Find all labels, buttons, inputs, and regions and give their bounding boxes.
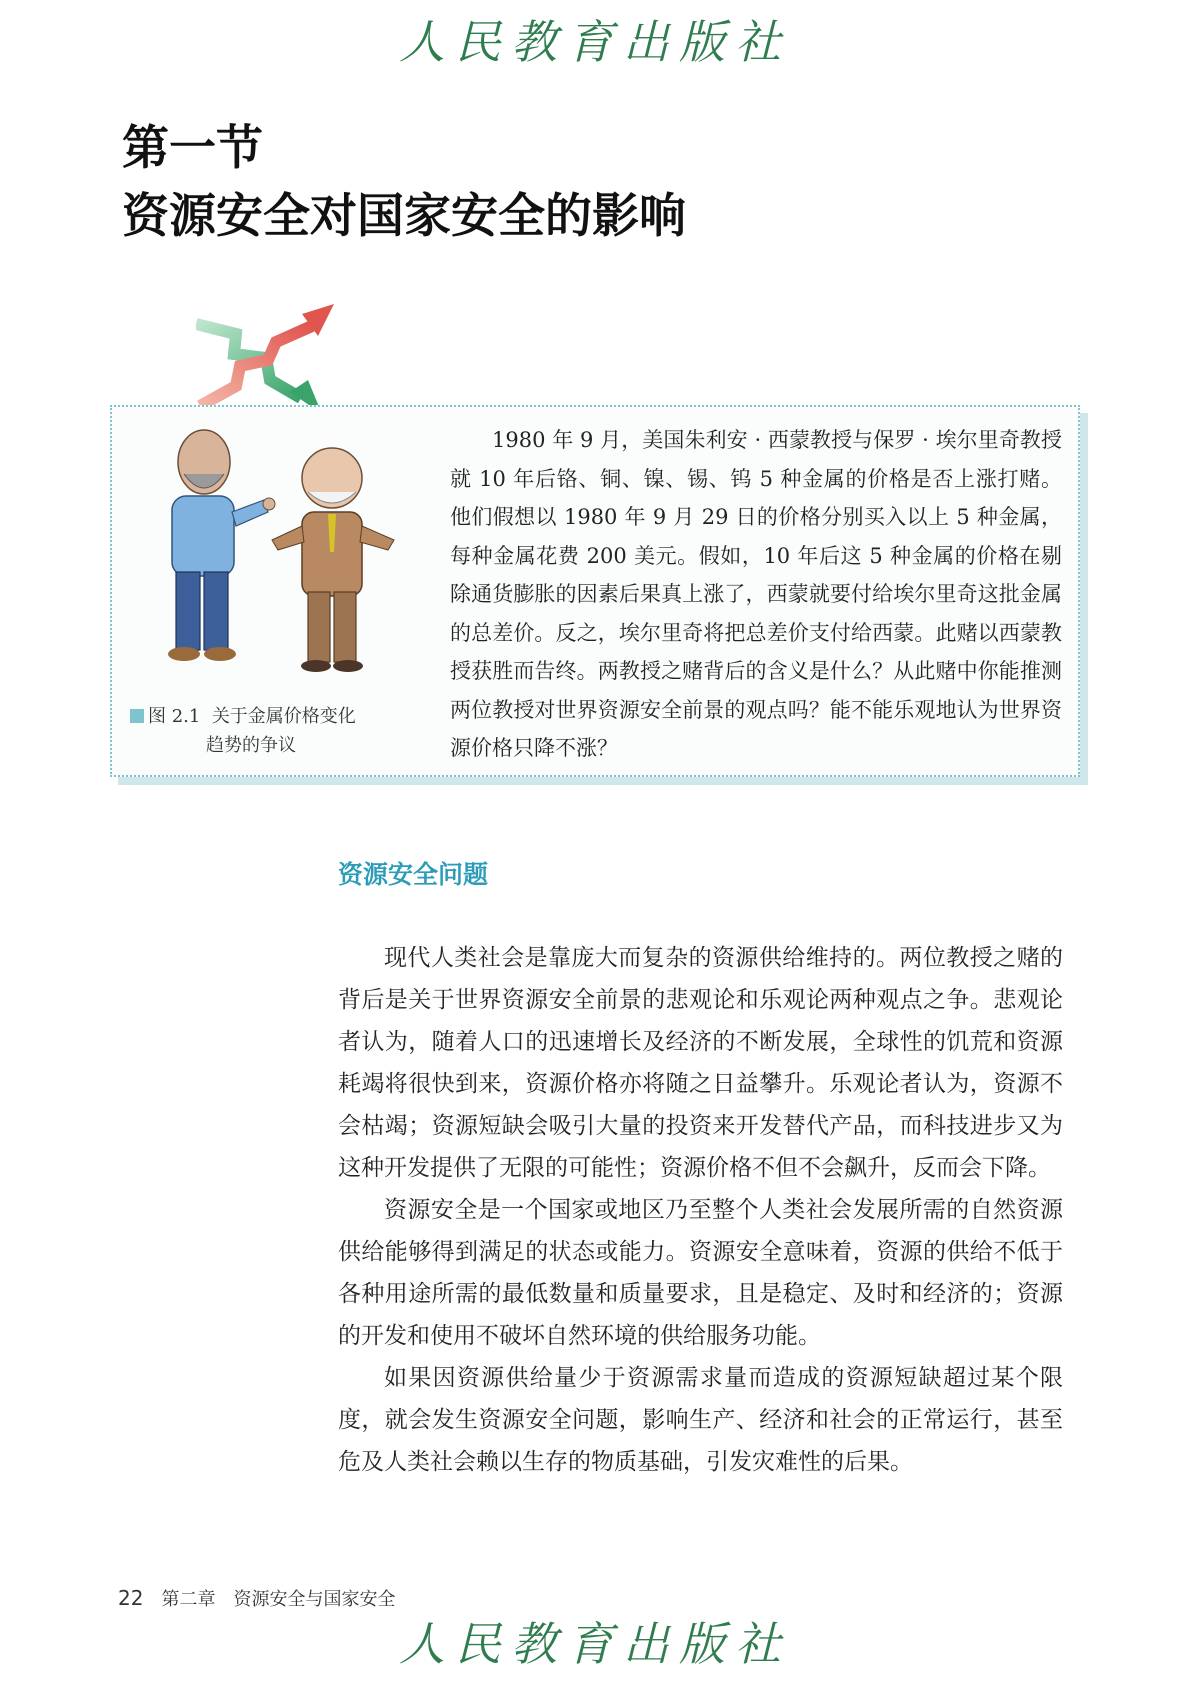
publisher-logo-bottom: 人民教育出版社 [399,1617,791,1671]
case-study-box [110,405,1080,777]
page-number: 22 [118,1586,144,1610]
subsection-heading: 资源安全问题 [338,860,489,889]
section-number: 第一节 [122,121,263,176]
caption-marker-icon [130,709,144,723]
figure-caption-line2: 趋势的争议 [206,735,296,756]
figure-caption-line1: 关于金属价格变化 [211,706,356,727]
figure-caption [130,702,356,760]
body-paragraph: 资源安全是一个国家或地区乃至整个人类社会发展所需的自然资源供给能够得到满足的状态或能力。资源安全意味着，资源的供给不低于各种用途所需的最低数量和质量要求，且是稳定、及时和经济的；资源的开发和使用不破坏自然环境的供给服务功能。 [338,1197,1063,1349]
section-title-text: 资源安全对国家安全的影响 [122,189,686,244]
figure-caption-number: 图 2.1 [148,706,201,727]
case-study-text: 1980 年 9 月，美国朱利安 · 西蒙教授与保罗 · 埃尔里奇教授就 10 年后铬、铜、镍、锡、钨 5 种金属的价格是否上涨打赌。他们假想以 1980 年 9 月 29 日的价格分别买入以上 5 种金属，每种金属花费 200 美元。假如，10 年后这 5 种金属的价格在剔除通货膨胀的因素后果真上涨了，西蒙就要付给埃尔里奇这批金属的总差价。反之，埃尔里奇将把总差价支付给西蒙。此赌以西蒙教授获胜而告终。两教授之赌背后的含义是什么？从此赌中你能推测两位教授对世界资源安全前景的观点吗？能不能乐观地认为世界资源价格只降不涨？ [450,428,1062,760]
body-paragraph: 现代人类社会是靠庞大而复杂的资源供给维持的。两位教授之赌的背后是关于世界资源安全前景的悲观论和乐观论两种观点之争。悲观论者认为，随着人口的迅速增长及经济的不断发展，全球性的饥荒和资源耗竭将很快到来，资源价格亦将随之日益攀升。乐观论者认为，资源不会枯竭；资源短缺会吸引大量的投资来开发替代产品，而科技进步又为这种开发提供了无限的可能性；资源价格不但不会飙升，反而会下降。 [338,945,1063,1181]
two-professors-illustration [132,422,422,702]
section-title [122,115,686,251]
body-text [338,937,1063,1483]
body-paragraph: 如果因资源供给量少于资源需求量而造成的资源短缺超过某个限度，就会发生资源安全问题，影响生产、经济和社会的正常运行，甚至危及人类社会赖以生存的物质基础，引发灾难性的后果。 [338,1365,1063,1475]
chapter-title: 第二章 资源安全与国家安全 [161,1589,396,1610]
publisher-logo-top: 人民教育出版社 [399,15,791,69]
